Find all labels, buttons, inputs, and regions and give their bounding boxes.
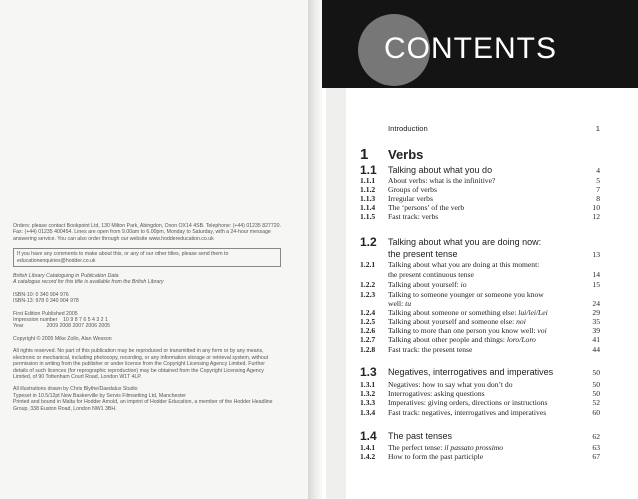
- bleed-through-text: [130, 178, 137, 209]
- toc-entry-title: Talking about what you are doing now:: [388, 237, 542, 247]
- toc-entry-title: Talking about someone or something else: lui/lei/Lei: [388, 308, 548, 317]
- toc-entry-title: Talking about what you do: [388, 165, 493, 175]
- toc-entry-number: 1.2.8: [360, 345, 376, 354]
- toc-entry-number: 1.2.3: [360, 290, 376, 299]
- toc-entry-page: 5: [596, 176, 600, 185]
- toc-entry-title: the present tense: [388, 249, 458, 259]
- toc-entry-page: 15: [592, 280, 600, 289]
- toc-entry-page: 4: [596, 166, 600, 175]
- toc-entry-page: 60: [592, 408, 600, 417]
- toc-entry-title: Introduction: [388, 124, 428, 133]
- toc-entry-number: 1.1.4: [360, 203, 376, 212]
- toc-entry-number: 1.1.5: [360, 212, 376, 221]
- toc-entry-number: 1.2.5: [360, 317, 376, 326]
- toc-entry-number: 1.4.2: [360, 452, 376, 461]
- toc-entry-number: 1.1.3: [360, 194, 376, 203]
- toc-entry-title: Imperatives: giving orders, directions or instructions: [388, 398, 548, 407]
- toc-entry-title: Talking about other people and things: loro/Loro: [388, 335, 536, 344]
- toc-entry-page: 50: [592, 368, 600, 377]
- toc-entry-page: 12: [592, 212, 600, 221]
- toc-entry-title: Irregular verbs: [388, 194, 433, 203]
- toc-entry-page: 39: [592, 326, 600, 335]
- orders-paragraph: Orders: please contact Bookpoint Ltd, 130 Milton Park, Abingdon, Oxon OX14 4SB. Telephone: (+44) 01235 827720. Fax: (+44) 01235 400454. Lines are open from 9.00am to 6.00pm, Monday to Saturday, with a 24-hour message answering service. You can also order through our website www.hoddereducation.co.uk: [13, 223, 281, 242]
- toc-entry-number: 1.1: [360, 163, 377, 177]
- toc-entry-page: 7: [596, 185, 600, 194]
- toc-entry-page: 52: [592, 398, 600, 407]
- toc-entry-title: The perfect tense: il passato prossimo: [388, 443, 504, 452]
- toc-entry-page: 13: [592, 250, 600, 259]
- toc-entry-number: 1.3: [360, 365, 377, 379]
- toc-entry-number: 1.2.2: [360, 280, 376, 289]
- toc-entry-page: 24: [592, 299, 600, 308]
- rights-paragraph: All rights reserved. No part of this publication may be reproduced or transmitted in any form or by any means, electronic or mechanical, including photocopy, recording, or any information storage or retrieval system, without permission in writing from the publisher or under licence from the Copyright Licensing Agency Limited. Further details of such licences (for reprographic reproduction) may be obtained from the Copyright Licensing Agency Limited, of 90 Tottenham Court Road, London W1T 4LP.: [13, 348, 269, 380]
- toc-entry-number: 1.2.6: [360, 326, 376, 335]
- edition-block: First Edition Published 2005 Impression number 10 9 8 7 6 5 4 3 2 1 Year 2009 2008 2007 2006 2005: [13, 310, 111, 330]
- toc-entry-number: 1.3.1: [360, 380, 376, 389]
- toc-entry-page: 67: [592, 452, 600, 461]
- toc-entry-title: Verbs: [388, 147, 424, 162]
- toc-entry-title: Negatives: how to say what you don’t do: [388, 380, 513, 389]
- right-page: [322, 0, 638, 499]
- toc-entry-title: The past tenses: [388, 431, 453, 441]
- toc-entry-page: 29: [592, 308, 600, 317]
- toc-entry-number: 1.2.4: [360, 308, 376, 317]
- toc-entry-number: 1: [360, 146, 369, 163]
- toc-entry-page: 41: [592, 335, 600, 344]
- toc-entry-title: The ‘persons’ of the verb: [388, 203, 465, 212]
- contents-title: CONTENTS: [384, 32, 557, 65]
- toc-entry-number: 1.2: [360, 235, 377, 249]
- comments-note: If you have any comments to make about this, or any of our other titles, please send them to educationenquiries@hodder.co.uk: [13, 248, 281, 267]
- toc-entry-title: Negatives, interrogatives and imperatives: [388, 367, 554, 377]
- toc-entry-number: 1.3.4: [360, 408, 376, 417]
- toc-entry-number: 1.2.1: [360, 260, 376, 269]
- toc-entry-title: Interrogatives: asking questions: [388, 389, 485, 398]
- left-page: [0, 0, 308, 499]
- toc-entry-title: Talking about yourself and someone else: noi: [388, 317, 526, 326]
- isbn-block: ISBN-10: 0 340 904 976 ISBN-13: 978 0 340 904 978: [13, 291, 79, 305]
- toc-entry-number: 1.2.7: [360, 335, 376, 344]
- toc-entry-page: 62: [592, 432, 600, 441]
- book-spine: [308, 0, 322, 499]
- toc-entry-title: Fast track: negatives, interrogatives and imperatives: [388, 408, 547, 417]
- toc-entry-number: 1.3.2: [360, 389, 376, 398]
- toc-entry-title: Talking about what you are doing at this moment:: [388, 260, 540, 269]
- toc-entry-title: Fast track: verbs: [388, 212, 439, 221]
- toc-entry-page: 8: [596, 194, 600, 203]
- toc-entry-title: Groups of verbs: [388, 185, 437, 194]
- toc-entry-title: About verbs: what is the infinitive?: [388, 176, 496, 185]
- toc-entry-page: 10: [592, 203, 600, 212]
- toc-entry-title: well: tu: [388, 299, 412, 308]
- toc-entry-page: 50: [592, 389, 600, 398]
- copyright-line: Copyright © 2005 Mike Zollo, Alan Wesson: [13, 335, 112, 342]
- toc-entry-page: 1: [595, 124, 600, 133]
- toc-entry-number: 1.1.2: [360, 185, 376, 194]
- toc-entry-number: 1.1.1: [360, 176, 376, 185]
- toc-entry-page: 44: [592, 345, 600, 354]
- cataloguing-note: British Library Cataloguing in Publication Data A catalogue record for this title is available from the British Library: [13, 273, 164, 286]
- toc-entry-number: 1.3.3: [360, 398, 376, 407]
- contents-header: [322, 0, 638, 88]
- margin-band: [326, 88, 346, 499]
- toc-entry-page: 35: [592, 317, 600, 326]
- imprint-block: [13, 223, 281, 418]
- toc-entry-number: 1.4.1: [360, 443, 376, 452]
- toc-entry-page: 14: [592, 270, 600, 279]
- credits-paragraph: All illustrations drawn by Chris Blythe/Daedalus Studio Typeset in 10.5/12pt New Baskerville by Servis Filmsetting Ltd, Manchester Printed and bound in Malta for Hodder Arnold, an imprint of Hodder Education, a member of the Hodder Headline Group, 338 Euston Road, London NW1 3BH.: [13, 386, 273, 412]
- toc-entry-title: Talking about yourself: io: [388, 280, 467, 289]
- toc-entry-page: 63: [592, 443, 600, 452]
- toc-entry-title: How to form the past participle: [388, 452, 484, 461]
- toc-entry-title: Fast track: the present tense: [388, 345, 473, 354]
- toc-entry-title: Talking to someone younger or someone you know: [388, 290, 544, 299]
- toc-entry-title: Talking to more than one person you know well: voi: [388, 326, 547, 335]
- toc-entry-page: 50: [592, 380, 600, 389]
- toc-entry-number: 1.4: [360, 429, 377, 443]
- toc-entry-title: the present continuous tense: [388, 270, 474, 279]
